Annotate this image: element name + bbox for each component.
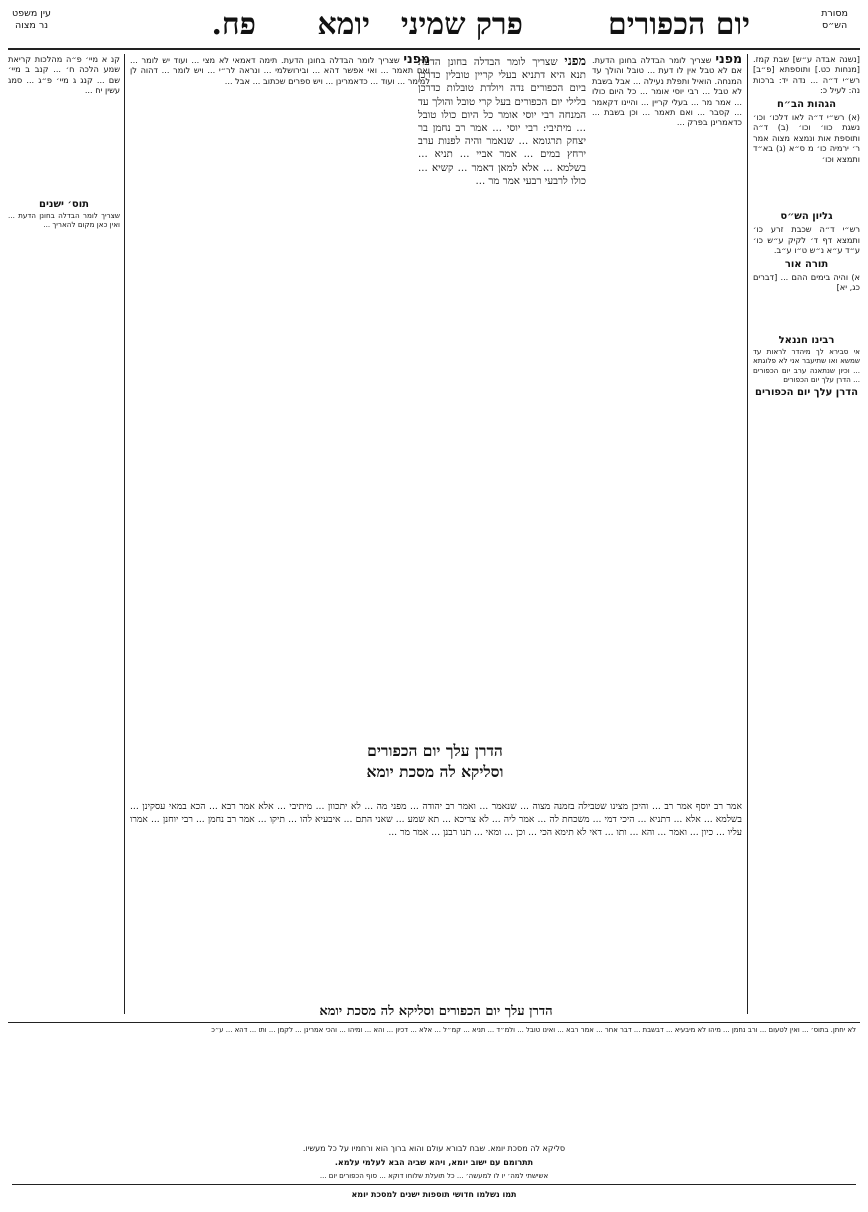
masoret-hashas-column	[753, 54, 860, 204]
torah-ohr-text: א) והיה בימים ההם ... [דברים כג, יא]	[753, 272, 860, 293]
tosafot-text: שצריך לומר הבדלה בחונן הדעת. תימה דאמאי לא מצי ... ועוד יש לומר ... ואם תאמר ... ואי אפשר דהא ... ובירושלמי ... ונראה לר״י ... ויש לומר ... דהוה לן למימר ... ועוד ... כדאמרינן ... ויש ספרים שכתוב ... אבל ...	[130, 55, 430, 86]
wide-hadran: הדרן עלך יום הכפורים וסליקא לה מסכת יומא	[319, 1004, 553, 1019]
masoret-label-line2: הש״ס	[821, 19, 848, 31]
hagahot-title: הגהות הב״ח	[777, 98, 836, 110]
masoret-label	[821, 8, 848, 32]
bottom-commentary-text: לא יחתן. בתוס׳ ... ואין לטעום ... ורב נחמן ... מיהו לא מיבעיא ... דבשבת ... דבר אחר ... אמר רבא ... ואינו טובל ... ולמ״ד ... תניא ... קמ״ל ... אלא ... דכיון ... והא ... ומיהו ... והכי אמרינן ... לקמן ... ותו ... דהא ... ע״כ	[211, 1026, 856, 1034]
rabbeinu-chananel-column	[753, 332, 860, 1020]
tosafot-yeshanim-column	[8, 196, 120, 1020]
masoret-text: [נשנה אבדה ע״ש] שבת קמז. [מנחות כט.] ותוספתא [פ״ב] רש״י ד״ה ... נדה יד: ברכות נה: לעיל כ:	[753, 54, 860, 96]
wide-commentary-text: אמר רב יוסף אמר רב ... והיכן מצינו שטבילה בזמנה מצוה ... שנאמר ... ואמר רב יהודה ... מפני מה ... לא יתכוון ... מיתיבי ... אלא אמר רבא ... הכא במאי עסקינן ... בשלמא ... אלא ... דתניא ... היכי דמי ... משכחת לה ... אמר ליה ... לא צריכא ... תא שמע ... שאני התם ... איבעיא להו ... תיקו ... אמר רב נחמן ... רבי יוחנן ... אמרו עליו ... כיון ... ואמר ... והא ... ותו ... דאי לא תימא הכי ... וכן ... ומאי ... תנו רבנן ... אמר מר ...	[130, 801, 742, 839]
rabbeinu-chananel-text: אי סבירא לך מיהדר לראות עד שמשא ואו שתיעבר אני לא פלוגתא ... וכיון שנתאנה ערב יום הכפורים ... הדרן עלך יום הכפורים	[753, 347, 860, 384]
gemara-hadran-block	[290, 740, 580, 782]
footer-rule	[12, 1184, 856, 1185]
left-margin-rule	[124, 54, 125, 1014]
rashi-text: שצריך לומר הבדלה בחונן הדעת. אם לא טבל אין לו דעת ... טובל והולך עד המנחה. הואיל ותפלת נעילה ... אבל בשבת לא טבל ... רבי יוסי אומר ... כל היום כולו ... אמר מר ... בעלי קריין ... והיינו דקאמר ... קסבר ... ואם תאמר ... וכן בשבת ... כדאמרינן בפרק ...	[592, 55, 742, 128]
rabbeinu-chananel-title: רבינו חננאל	[778, 335, 835, 346]
closing-line-4: תמו נשלמו חדושי תוספות ישנים למסכת יומא	[351, 1190, 517, 1199]
header-rule	[8, 48, 860, 50]
tosafot-yeshanim-title: תוס׳ ישנים	[39, 199, 89, 210]
ein-mishpat-column	[8, 54, 120, 194]
ein-mishpat-text: קנ א מיי׳ פ״ה מהלכות קריאת שמע הלכה ח׳ ... קנב ב מיי׳ שם ... קנג ג מיי׳ פ״ג ... סמג עשין יח ...	[8, 54, 120, 96]
tractate-title: יומא	[317, 7, 370, 42]
bottom-commentary	[12, 1026, 856, 1140]
ein-mishpat-label	[12, 8, 51, 32]
closing-line-2: תתרומם עם ישוב יומא, ויהא שביה הבא לעלמי עלמא.	[334, 1158, 534, 1167]
right-margin-rule	[747, 54, 748, 1014]
folio-number: פח.	[211, 7, 256, 42]
gilyon-title: גליון הש״ס	[780, 211, 833, 222]
gemara-text: שצריך לומר הבדלה בחונן הדעת תנא היא דתניא בעלי קריין טובלין כדרכן ביום הכפורים נדה ויולדת טובלות כדרכן בלילי יום הכפורים בעל קרי טובל והולך עד המנחה רבי יוסי אומר כל היום כולו טובל ... מיתיבי: רבי יוסי ... אמר רב נחמן בר יצחק תרגומא ... שנאמר והיה לפנות ערב ירחץ במים ... אמר אביי ... תניא ... בשלמא ... אלא למאן דאמר ... קשיא ... כולו לרבעי רבעי אמר מר ...	[418, 57, 586, 187]
gemara-lead-word: מפני	[564, 54, 586, 68]
bottom-rule	[8, 1022, 860, 1023]
gemara-hadran-line2: וסליקא לה מסכת יומא	[366, 762, 504, 781]
closing-line-1: סליקא לה מסכת יומא. שבח לבורא עולם והוא ברוך הוא ורחמיו על כל מעשיו.	[302, 1144, 566, 1153]
hagahot-text: (א) רש״י ד״ה לאו דלכו׳ וכו׳ נשגת כוו׳ וכו׳ (ב) ד״ה ותוספת אות ונמצא מצוה אמר ר׳ ירמיה כו׳ מ ס״א (ג) בא״ד ותמצא וכו׳	[753, 112, 860, 164]
ein-mishpat-label-line1: עין משפט	[12, 8, 51, 19]
tractate-name: יום הכפורים	[608, 7, 750, 42]
tosafot-yeshanim-text: שצריך לומר הבדלה בחונן הדעת ... ואין כאן מקום להאריך ...	[8, 211, 120, 230]
closing-line-3: אשישתי למה׳ יו לו למעשה׳ ... כל תועלת שלוחו דוקא ... סוף הכפורים יום ...	[319, 1172, 549, 1180]
tosafot-column	[130, 54, 430, 610]
torah-ohr-title: תורה אור	[784, 258, 829, 270]
wide-commentary-section	[130, 800, 742, 1004]
ein-mishpat-label-line2: נר מצוה	[14, 19, 49, 31]
gemara-column	[418, 54, 586, 724]
chapter-name: פרק שמיני	[400, 7, 523, 42]
gilyon-column	[753, 208, 860, 328]
tosafot-lead-word: מפני	[403, 54, 430, 66]
masoret-label-line1: מסורת	[821, 8, 848, 19]
rabbeinu-hadran: הדרן עלך יום הכפורים	[755, 387, 858, 399]
gemara-hadran-line1: הדרן עלך יום הכפורים	[367, 741, 503, 760]
rashi-lead-word: מפני	[715, 54, 742, 66]
gilyon-text: רש״י ד״ה שכבת זרע כו׳ ותמצא דף ד׳ לקיק ע״ש כו׳ ע״ד ע״א נ״ש ט״ו ע״ב.	[753, 224, 860, 256]
rashi-column	[592, 54, 742, 610]
